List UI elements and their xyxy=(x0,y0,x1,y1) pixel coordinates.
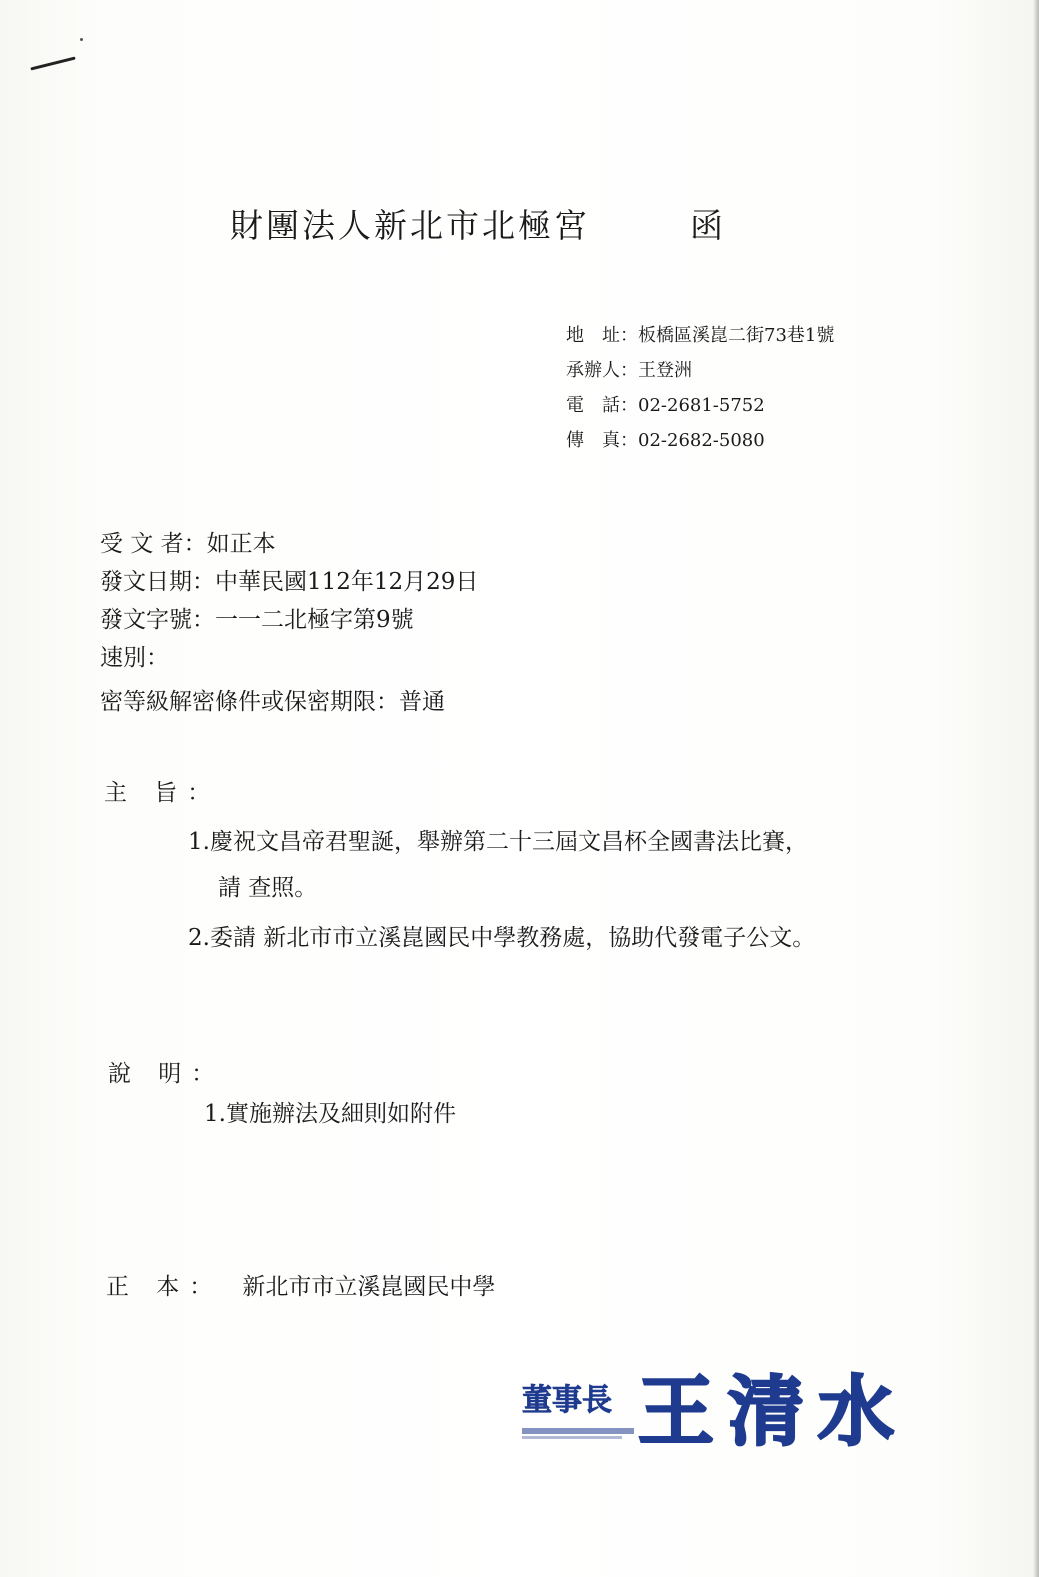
recipients-line xyxy=(106,1268,495,1301)
phone-value: 02-2681-5752 xyxy=(638,395,765,416)
subject-item-2: 2.委請 新北市市立溪崑國民中學教務處，協助代發電子公文。 xyxy=(188,925,816,951)
signature-name: 王清水 xyxy=(638,1367,908,1456)
date-row xyxy=(100,563,478,601)
signature-underline xyxy=(522,1428,634,1434)
handler-value: 王登洲 xyxy=(638,360,692,381)
fax-row xyxy=(566,423,834,458)
handler-row xyxy=(566,353,834,388)
contact-block xyxy=(566,318,834,458)
signature-underline-2 xyxy=(522,1436,622,1439)
subject-item-1-cont: 請 查照。 xyxy=(218,875,318,901)
chairman-signature-stamp xyxy=(520,1360,920,1470)
phone-row xyxy=(566,388,834,423)
org-title: 財團法人新北市北極宮 xyxy=(230,206,590,245)
speed-label: 速別： xyxy=(100,645,169,671)
secret-row xyxy=(100,683,478,721)
explanation-label: 說 明： xyxy=(108,1061,225,1087)
recipient-value: 如正本 xyxy=(206,531,276,557)
address-row xyxy=(566,318,834,353)
address-value: 板橋區溪崑二街73巷1號 xyxy=(638,325,835,346)
address-label: 地 址： xyxy=(566,325,638,346)
recipients-value: 新北市市立溪崑國民中學 xyxy=(242,1274,496,1300)
secret-value: 普通 xyxy=(399,689,445,715)
subject-label: 主 旨： xyxy=(104,780,221,806)
subject-item-1: 1.慶祝文昌帝君聖誕，舉辦第二十三屆文昌杯全國書法比賽， xyxy=(188,829,808,855)
fax-value: 02-2682-5080 xyxy=(638,430,765,451)
secret-label: 密等級解密條件或保密期限： xyxy=(100,689,399,715)
date-label: 發文日期： xyxy=(100,569,215,595)
number-label: 發文字號： xyxy=(100,607,215,633)
recipients-label: 正 本： xyxy=(106,1274,223,1300)
number-value: 一一二北極字第9號 xyxy=(215,607,414,633)
doc-type: 函 xyxy=(690,206,723,245)
corner-dot-mark xyxy=(80,38,83,41)
speed-row xyxy=(100,639,478,677)
corner-pen-mark xyxy=(30,56,75,70)
fax-label: 傳 真： xyxy=(566,430,638,451)
signature-title: 董事長 xyxy=(522,1383,612,1418)
explanation-item-1: 1.實施辦法及細則如附件 xyxy=(204,1101,456,1127)
recipient-row xyxy=(100,525,478,563)
document-meta xyxy=(100,525,478,721)
recipient-label: 受 文 者： xyxy=(100,531,207,557)
phone-label: 電 話： xyxy=(566,395,638,416)
handler-label: 承辦人： xyxy=(566,360,638,381)
date-value: 中華民國112年12月29日 xyxy=(215,569,479,595)
number-row xyxy=(100,601,478,639)
scan-edge-shadow xyxy=(1033,0,1039,1577)
